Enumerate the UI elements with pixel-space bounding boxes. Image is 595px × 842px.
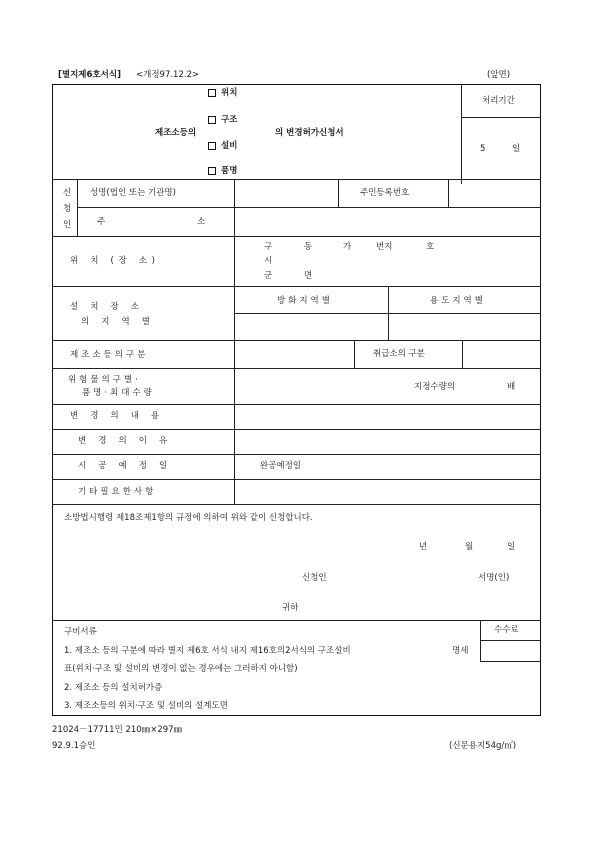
rule-construction-bottom (52, 479, 541, 480)
processing-divider (461, 117, 541, 118)
checkbox-location[interactable] (208, 89, 216, 97)
option-product: 품명 (221, 166, 238, 176)
footer-approval: 92.9.1승인 (52, 741, 96, 751)
other-label: 기타필요한사항 (78, 487, 157, 497)
rule-label-column (234, 179, 235, 504)
form-number: [별지제6호서식] (58, 70, 121, 80)
rule-fee-header (480, 640, 541, 641)
option-structure: 구조 (221, 115, 238, 125)
address-label-1: 주 (97, 217, 106, 227)
applicant-label-1: 신 (63, 188, 72, 198)
declaration-year: 년 (419, 542, 428, 552)
document-item-3: 3. 제조소등의 위치·구조 및 설비의 설계도면 (64, 701, 228, 711)
rule-reason-bottom (52, 454, 541, 455)
side-label: (앞면) (487, 70, 511, 80)
regno-label: 주민등록번호 (360, 188, 410, 198)
revision-note: <개정97.12.2> (136, 70, 200, 80)
checkbox-facility[interactable] (208, 142, 216, 150)
rule-fee-bottom (480, 661, 541, 662)
rule-zone-split (388, 286, 389, 340)
document-item-1a: 1. 제조소 등의 구분에 따라 별지 제6호 서식 내지 제16호의2서식의 구조설비 (64, 646, 351, 656)
rule-applicant-label (77, 179, 78, 236)
applicant-label-3: 인 (63, 220, 72, 230)
zone-label-2: 의 지 역 별 (81, 317, 155, 327)
location-ga: 가 (343, 242, 352, 252)
checkbox-product[interactable] (208, 167, 216, 175)
hazard-label-2: 품명·최대수량 (82, 388, 155, 398)
option-facility: 설비 (221, 141, 238, 151)
location-dong: 동 (304, 242, 313, 252)
completion-label: 완공예정일 (260, 461, 302, 471)
rule-regno-left (338, 179, 339, 207)
processing-days: 5 (480, 144, 486, 154)
change-content-label: 변 경 의 내 용 (70, 411, 164, 421)
location-label: 위 치 (장 소) (70, 256, 160, 266)
rule-zone-bottom (52, 340, 541, 341)
rule-title-bottom (52, 179, 541, 180)
rule-regno-right (448, 179, 449, 207)
construction-label: 시 공 예 정 일 (78, 461, 172, 471)
change-reason-label: 변 경 의 이 유 (78, 436, 172, 446)
classification-label: 제조소등의구분 (70, 350, 149, 360)
declaration-applicant: 신청인 (302, 573, 327, 583)
fee-label: 수수료 (494, 625, 519, 635)
location-gun: 군 (264, 271, 273, 281)
location-beonji: 번지 (376, 242, 393, 252)
document-item-2: 2. 제조소 등의 설치허가증 (64, 683, 163, 693)
declaration-month: 월 (465, 542, 474, 552)
checkbox-structure[interactable] (208, 116, 216, 124)
rule-fee-left (480, 620, 481, 661)
address-label-2: 소 (197, 217, 206, 227)
use-zone-label: 용도지역별 (430, 296, 486, 306)
rule-class-bottom (52, 368, 541, 369)
location-myeon: 면 (304, 271, 313, 281)
title-prefix: 제조소등의 (155, 128, 197, 138)
name-label: 성명(법인 또는 기관명) (90, 188, 176, 198)
processing-unit: 일 (512, 144, 521, 154)
document-item-1c: 표(위치·구조 및 설비의 변경이 없는 경우에는 그러하지 아니함) (64, 664, 298, 674)
rule-hazard-bottom (52, 404, 541, 405)
rule-location-bottom (52, 286, 541, 287)
location-ho: 호 (426, 242, 435, 252)
documents-label: 구비서류 (64, 627, 97, 637)
declaration-day: 일 (507, 542, 516, 552)
rule-content-bottom (52, 429, 541, 430)
rule-handling-right (462, 340, 463, 368)
title-divider (461, 84, 462, 184)
designated-label: 지정수량의 (414, 382, 456, 392)
rule-declaration-bottom (52, 620, 541, 621)
declaration-addressee: 귀하 (282, 603, 299, 613)
zone-label-1: 설 치 장 소 (70, 302, 144, 312)
rule-handling-left (354, 340, 355, 368)
rule-applicant-mid (77, 207, 541, 208)
rule-applicant-bottom (52, 236, 541, 237)
declaration-text: 소방법시행령 제18조제1항의 규정에 의하여 위와 같이 신청합니다. (64, 513, 313, 523)
document-item-1b: 명세 (452, 646, 469, 656)
designated-times: 배 (507, 382, 516, 392)
rule-other-bottom (52, 504, 541, 505)
location-si: 시 (264, 256, 273, 266)
processing-label: 처리기간 (482, 96, 515, 106)
applicant-label-2: 청 (63, 204, 72, 214)
footer-paper: (신문용지54g/㎡) (449, 741, 517, 751)
hazard-label-1: 위험물의구별· (68, 375, 141, 385)
declaration-signature: 서명(인) (478, 573, 510, 583)
title-suffix: 의 변경허가신청서 (275, 128, 344, 138)
option-location: 위치 (221, 88, 238, 98)
footer-code: 21024－17711민 210㎜×297㎜ (52, 725, 183, 735)
location-gu: 구 (264, 242, 273, 252)
fire-zone-label: 방화지역별 (277, 296, 333, 306)
handling-label: 취급소의 구분 (373, 349, 425, 359)
